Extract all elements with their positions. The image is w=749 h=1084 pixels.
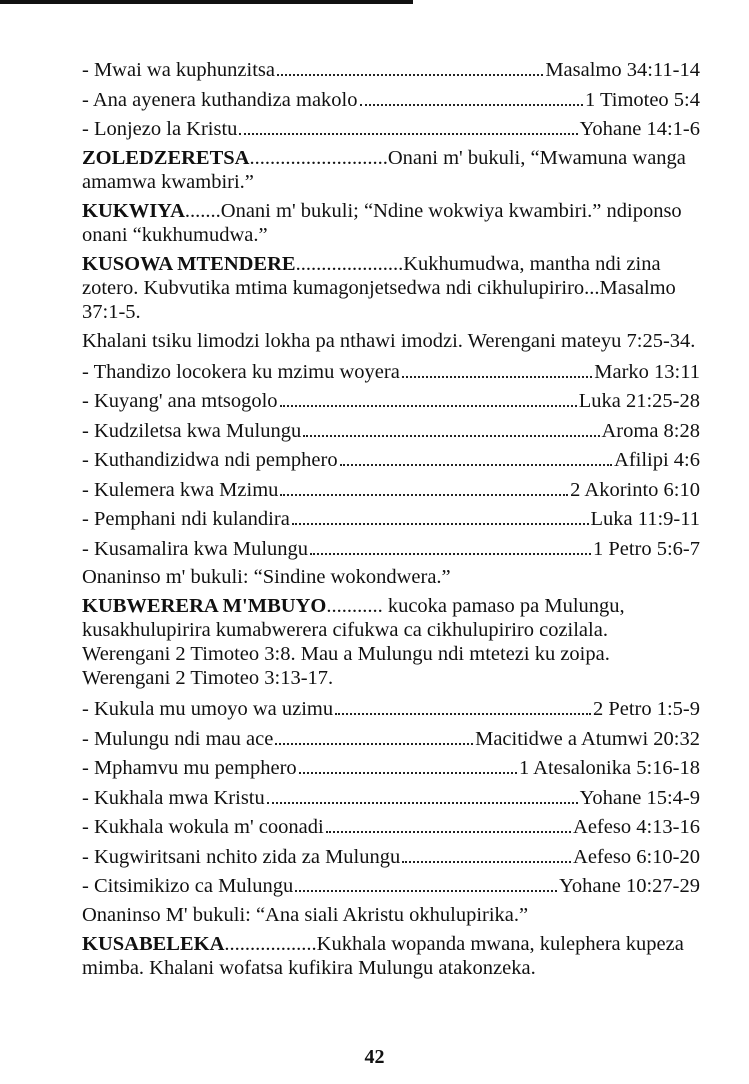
- entry-text: ........... kucoka pamaso pa Mulungu, kusakhulupirira kumabwerera cifukwa ca cikhulupiriro cozilala. Werengani 2 Timoteo 3:8. Mau a Mulungu ndi mtetezi ku zoipa. Werengani 2 Timoteo 3:13-17.: [82, 595, 625, 689]
- entry-kusabeleka: [82, 932, 700, 980]
- dot-leader: [335, 713, 591, 715]
- scripture-reference: Luka 11:9-11: [590, 508, 700, 530]
- page-number: 42: [364, 1046, 385, 1068]
- dot-leader: [292, 523, 589, 525]
- reference-row: [82, 535, 700, 565]
- dot-leader: [402, 861, 571, 863]
- scripture-reference: 1 Petro 5:6-7: [592, 537, 700, 560]
- page-body: [82, 56, 700, 985]
- scripture-reference: Yohane 10:27-29: [559, 875, 700, 897]
- reference-topic: - Mphamvu mu pemphero: [82, 757, 297, 779]
- entry-kukwiya: [82, 199, 700, 247]
- entry-heading: ZOLEDZERETSA: [82, 146, 250, 169]
- reference-row: [82, 417, 700, 447]
- dot-leader: [280, 405, 577, 407]
- reference-list-2: [82, 358, 700, 565]
- scripture-reference: Yohane 14:1-6: [579, 118, 700, 140]
- entry-heading: KUSOWA MTENDERE: [82, 252, 296, 275]
- reference-topic: - Mulungu ndi mau ace: [82, 727, 274, 750]
- entry-text: .....................Kukhumudwa, mantha ndi zina zotero. Kubvutika mtima kumagonjetsedwa ndi cikhulupiriro...Masalmo 37:1-5.: [82, 252, 676, 323]
- scripture-reference: Luka 21:25-28: [578, 390, 700, 412]
- reference-topic: - Kukhala mwa Kristu: [82, 786, 265, 809]
- entry-heading: KUSABELEKA: [82, 932, 225, 955]
- entry-zoledzeretsa: [82, 146, 700, 194]
- dot-leader: [267, 802, 578, 804]
- reference-topic: - Thandizo locokera ku mzimu woyera: [82, 360, 400, 383]
- reference-topic: - Kukula mu umoyo wa uzimu: [82, 698, 334, 720]
- reference-row: [82, 784, 700, 814]
- scripture-reference: Afilipi 4:6: [614, 449, 700, 471]
- reference-row: [82, 115, 700, 145]
- reference-row: [82, 695, 700, 725]
- dot-leader: [239, 133, 577, 135]
- reference-row: [82, 754, 700, 784]
- scripture-reference: 1 Atesalonika 5:16-18: [518, 757, 700, 779]
- reference-row: [82, 86, 700, 116]
- reference-row: [82, 446, 700, 476]
- dot-leader: [295, 890, 557, 892]
- reference-list-1: [82, 56, 700, 145]
- reference-topic: - Pemphani ndi kulandira: [82, 508, 290, 530]
- reference-row: [82, 505, 700, 535]
- reference-row: [82, 387, 700, 417]
- reference-topic: - Citsimikizo ca Mulungu: [82, 875, 294, 897]
- dot-leader: [402, 376, 592, 378]
- reference-topic: - Kudziletsa kwa Mulungu: [82, 419, 302, 442]
- reference-row: [82, 872, 700, 902]
- dot-leader: [360, 104, 583, 106]
- top-rule: [0, 0, 413, 4]
- dot-leader: [299, 772, 517, 774]
- reference-topic: - Mwai wa kuphunzitsa: [82, 59, 275, 81]
- reference-topic: - Kuyang' ana mtsogolo: [82, 390, 278, 412]
- scripture-reference: Aefeso 4:13-16: [573, 816, 700, 838]
- reference-topic: - Lonjezo la Kristu: [82, 118, 238, 140]
- reference-list-3: [82, 695, 700, 902]
- scripture-reference: Macitidwe a Atumwi 20:32: [475, 727, 700, 750]
- dot-leader: [303, 435, 599, 437]
- paragraph: Khalani tsiku limodzi lokha pa nthawi imodzi. Werengani mateyu 7:25-34.: [82, 329, 696, 352]
- reference-topic: - Kulemera kwa Mzimu: [82, 478, 279, 501]
- dot-leader: [275, 743, 473, 745]
- entry-kubwerera-mmbuyo: [82, 594, 700, 690]
- scripture-reference: Yohane 15:4-9: [579, 786, 700, 809]
- dot-leader: [310, 553, 591, 555]
- entry-text: ..................Kukhala wopanda mwana, kulephera kupeza mimba. Khalani wofatsa kufikira Mulungu atakonzeka.: [82, 932, 684, 979]
- dot-leader: [326, 831, 571, 833]
- entry-heading: KUBWERERA M'MBUYO: [82, 595, 327, 617]
- reference-topic: - Ana ayenera kuthandiza makolo: [82, 88, 358, 111]
- paragraph: Onaninso m' bukuli: “Sindine wokondwera.”: [82, 566, 451, 588]
- entry-text: ...........................Onani m' bukuli, “Mwamuna wanga amamwa kwambiri.”: [82, 146, 686, 193]
- reference-row: [82, 56, 700, 86]
- scripture-reference: Aroma 8:28: [601, 419, 700, 442]
- reference-topic: - Kugwiritsani nchito zida za Mulungu: [82, 845, 401, 868]
- reference-row: [82, 843, 700, 873]
- reference-topic: - Kusamalira kwa Mulungu: [82, 537, 309, 560]
- scripture-reference: Marko 13:11: [594, 360, 700, 383]
- scripture-reference: Masalmo 34:11-14: [545, 59, 700, 81]
- dot-leader: [277, 74, 543, 76]
- entry-heading: KUKWIYA: [82, 199, 185, 222]
- scripture-reference: 2 Petro 1:5-9: [592, 698, 700, 720]
- dot-leader: [280, 494, 568, 496]
- entry-kusowa-mtendere: [82, 252, 700, 324]
- reference-row: [82, 725, 700, 755]
- scripture-reference: Aefeso 6:10-20: [573, 845, 700, 868]
- paragraph: Onaninso M' bukuli: “Ana siali Akristu okhulupirika.”: [82, 903, 529, 926]
- dot-leader: [340, 464, 612, 466]
- reference-topic: - Kuthandizidwa ndi pemphero: [82, 449, 338, 471]
- reference-row: [82, 358, 700, 388]
- entry-text: .......Onani m' bukuli; “Ndine wokwiya kwambiri.” ndiponso onani “kukhumudwa.”: [82, 199, 682, 246]
- reference-row: [82, 813, 700, 843]
- reference-row: [82, 476, 700, 506]
- reference-topic: - Kukhala wokula m' coonadi: [82, 816, 324, 838]
- scripture-reference: 1 Timoteo 5:4: [584, 88, 700, 111]
- scripture-reference: 2 Akorinto 6:10: [570, 478, 700, 501]
